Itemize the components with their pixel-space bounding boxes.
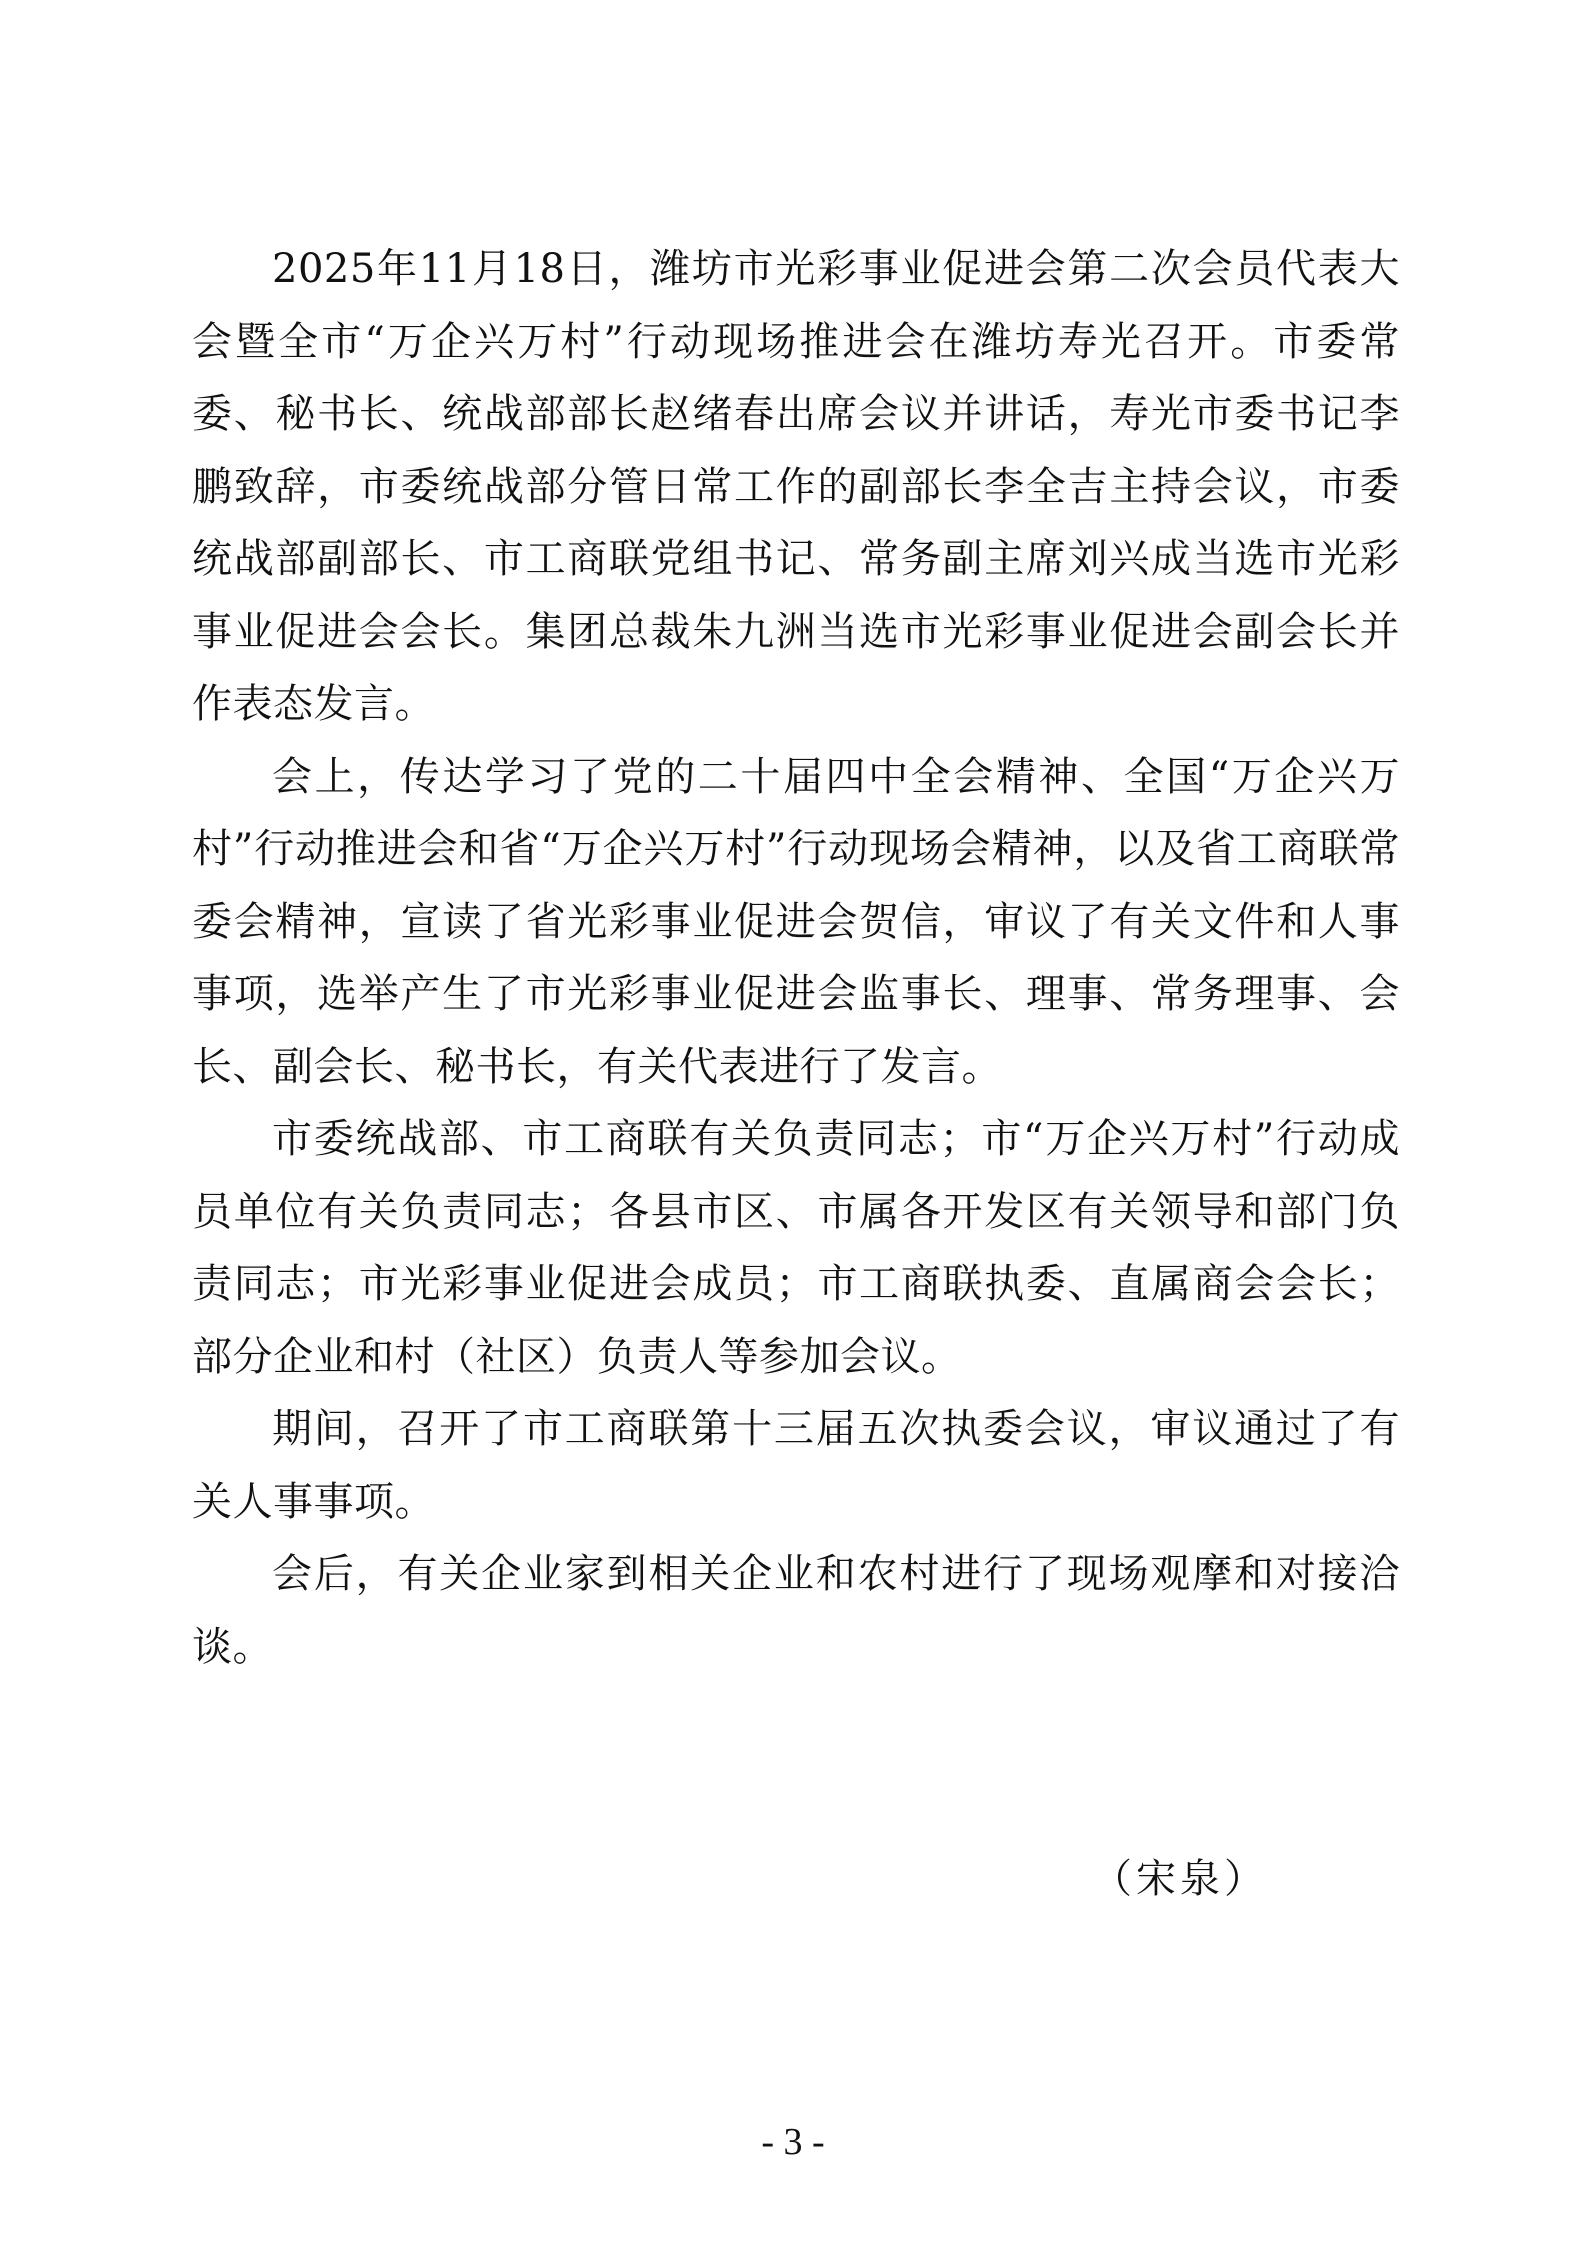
paragraph-meeting-agenda: 会上，传达学习了党的二十届四中全会精神、全国“万企兴万村”行动推进会和省“万企兴万村”行动现场会精神，以及省工商联常委会精神，宣读了省光彩事业促进会贺信，审议了有关文件和人事事项，选举产生了市光彩事业促进会监事长、理事、常务理事、会长、副会长、秘书长，有关代表进行了发言。 bbox=[192, 753, 1400, 1090]
paragraph-executive-meeting: 期间，召开了市工商联第十三届五次执委会议，审议通过了有关人事事项。 bbox=[192, 1406, 1400, 1525]
paragraph-attendees: 市委统战部、市工商联有关负责同志；市“万企兴万村”行动成员单位有关负责同志；各县市区、市属各开发区有关领导和部门负责同志；市光彩事业促进会成员；市工商联执委、直属商会会长；部分企业和村（社区）负责人等参加会议。 bbox=[192, 1116, 1400, 1380]
page-number: - 3 - bbox=[761, 2121, 825, 2163]
paragraph-site-visit: 会后，有关企业家到相关企业和农村进行了现场观摩和对接洽谈。 bbox=[192, 1551, 1400, 1670]
paragraph-meeting-summary: 2025年11月18日，潍坊市光彩事业促进会第二次会员代表大会暨全市“万企兴万村”行动现场推进会在潍坊寿光召开。市委常委、秘书长、统战部部长赵绪春出席会议并讲话，寿光市委书记李鹏致辞，市委统战部分管日常工作的副部长李全吉主持会议，市委统战部副部长、市工商联党组书记、常务副主席刘兴成当选市光彩事业促进会会长。集团总裁朱九洲当选市光彩事业促进会副会长并作表态发言。 bbox=[192, 246, 1400, 727]
author-attribution: （宋泉） bbox=[1092, 1856, 1268, 1902]
article-body bbox=[192, 233, 1400, 1683]
